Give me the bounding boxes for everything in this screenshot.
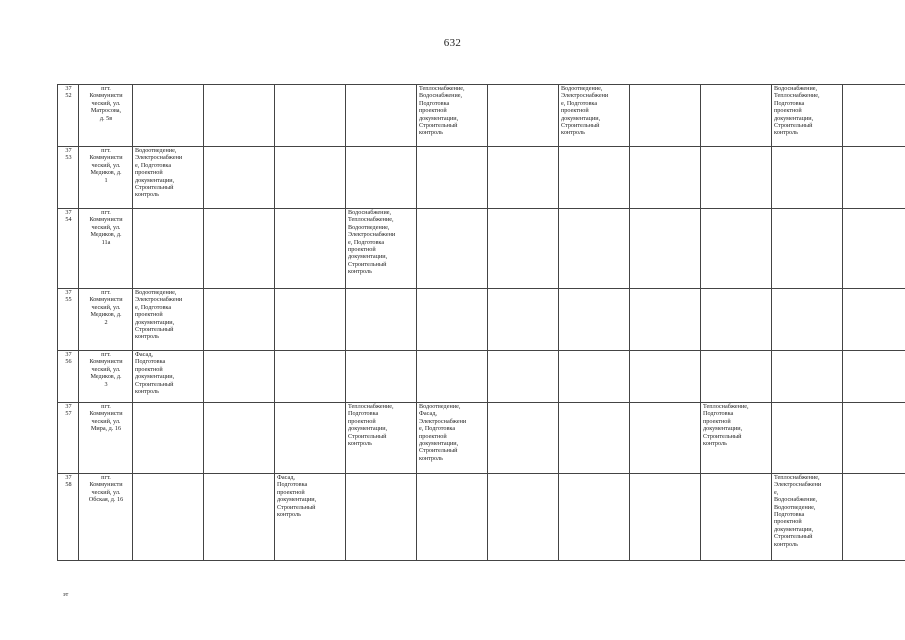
work-cell xyxy=(630,474,701,561)
work-cell xyxy=(559,403,630,474)
work-cell xyxy=(701,85,772,147)
work-cell xyxy=(488,403,559,474)
work-cell xyxy=(346,474,417,561)
row-number: 37 57 xyxy=(58,403,79,474)
work-cell: Водоотведение, Электроснабжени е, Подготовка проектной документации, Строительный контроль xyxy=(133,147,204,209)
work-cell xyxy=(772,351,843,403)
work-cell xyxy=(559,209,630,289)
work-cell xyxy=(346,351,417,403)
work-cell: Фасад, Подготовка проектной документации, Строительный контроль xyxy=(275,474,346,561)
work-cell xyxy=(204,85,275,147)
work-cell xyxy=(843,474,905,561)
work-cell xyxy=(843,289,905,351)
address-cell: пгт. Коммунисти ческий, ул. Обская, д. 16 xyxy=(79,474,133,561)
work-cell xyxy=(559,474,630,561)
work-cell xyxy=(630,289,701,351)
work-cell xyxy=(843,351,905,403)
work-cell: Теплоснабжение, Электроснабжени е, Водоснабжение, Водоотведение, Подготовка проектной документации, Строительный контроль xyxy=(772,474,843,561)
page-number: 632 xyxy=(443,37,462,49)
work-cell xyxy=(488,85,559,147)
work-cell xyxy=(417,209,488,289)
work-cell xyxy=(346,85,417,147)
work-cell xyxy=(275,85,346,147)
work-cell xyxy=(204,403,275,474)
work-cell xyxy=(630,85,701,147)
row-number: 37 53 xyxy=(58,147,79,209)
row-number: 37 52 xyxy=(58,85,79,147)
work-cell xyxy=(417,351,488,403)
table-row xyxy=(58,147,905,209)
work-cell: Теплоснабжение, Подготовка проектной документации, Строительный контроль xyxy=(346,403,417,474)
work-cell xyxy=(772,403,843,474)
work-cell xyxy=(417,147,488,209)
work-cell xyxy=(275,147,346,209)
work-cell xyxy=(843,85,905,147)
work-cell xyxy=(701,209,772,289)
work-cell: Водоснабжение, Теплоснабжение, Подготовка проектной документации, Строительный контроль xyxy=(772,85,843,147)
address-cell: пгт. Коммунисти ческий, ул. Медиков, д. 2 xyxy=(79,289,133,351)
work-cell xyxy=(275,289,346,351)
work-cell xyxy=(488,351,559,403)
row-number: 37 56 xyxy=(58,351,79,403)
work-cell xyxy=(275,351,346,403)
address-cell: пгт. Коммунисти ческий, ул. Медиков, д. 3 xyxy=(79,351,133,403)
work-cell xyxy=(630,209,701,289)
work-cell xyxy=(275,403,346,474)
address-cell: пгт. Коммунисти ческий, ул. Медиков, д. 11а xyxy=(79,209,133,289)
table-row xyxy=(58,85,905,147)
work-cell xyxy=(701,289,772,351)
table-row xyxy=(58,209,905,289)
work-cell xyxy=(488,209,559,289)
work-cell xyxy=(772,147,843,209)
work-cell: Теплоснабжение, Подготовка проектной документации, Строительный контроль xyxy=(701,403,772,474)
work-cell: Фасад, Подготовка проектной документации, Строительный контроль xyxy=(133,351,204,403)
work-cell xyxy=(204,289,275,351)
work-cell: Водоснабжение, Теплоснабжение, Водоотведение, Электроснабжени е, Подготовка проектной документации, Строительный контроль xyxy=(346,209,417,289)
work-cell xyxy=(346,147,417,209)
work-cell xyxy=(133,403,204,474)
work-cell xyxy=(559,147,630,209)
work-cell xyxy=(559,351,630,403)
table-row xyxy=(58,351,905,403)
work-cell xyxy=(843,147,905,209)
work-cell xyxy=(417,289,488,351)
table-row xyxy=(58,403,905,474)
work-cell: Водоотведение, Электроснабжени е, Подготовка проектной документации, Строительный контроль xyxy=(559,85,630,147)
work-cell xyxy=(701,147,772,209)
work-cell xyxy=(133,85,204,147)
work-cell xyxy=(275,209,346,289)
address-cell: пгт. Коммунисти ческий, ул. Матросова, д. 5в xyxy=(79,85,133,147)
work-cell xyxy=(488,147,559,209)
row-number: 37 58 xyxy=(58,474,79,561)
work-cell xyxy=(843,209,905,289)
work-cell xyxy=(772,289,843,351)
work-cell xyxy=(488,289,559,351)
work-cell xyxy=(133,209,204,289)
work-cell xyxy=(701,474,772,561)
work-cell: Водоотведение, Фасад, Электроснабжени е, Подготовка проектной документации, Строительный контроль xyxy=(417,403,488,474)
work-cell xyxy=(630,403,701,474)
work-cell xyxy=(204,351,275,403)
row-number: 37 54 xyxy=(58,209,79,289)
row-number: 37 55 xyxy=(58,289,79,351)
work-cell xyxy=(630,351,701,403)
table-row xyxy=(58,474,905,561)
footer-mark: эт xyxy=(63,592,69,598)
work-cell xyxy=(346,289,417,351)
address-cell: пгт. Коммунисти ческий, ул. Мира, д. 16 xyxy=(79,403,133,474)
work-cell xyxy=(701,351,772,403)
work-cell xyxy=(133,474,204,561)
table-row xyxy=(58,289,905,351)
address-cell: пгт. Коммунисти ческий, ул. Медиков, д. 1 xyxy=(79,147,133,209)
work-cell xyxy=(772,209,843,289)
work-cell xyxy=(204,474,275,561)
works-table xyxy=(57,84,905,561)
work-cell xyxy=(204,209,275,289)
work-cell: Теплоснабжение, Водоснабжение, Подготовка проектной документации, Строительный контроль xyxy=(417,85,488,147)
work-cell xyxy=(488,474,559,561)
work-cell xyxy=(559,289,630,351)
work-cell xyxy=(843,403,905,474)
work-cell xyxy=(204,147,275,209)
work-cell xyxy=(630,147,701,209)
work-cell xyxy=(417,474,488,561)
work-cell: Водоотведение, Электроснабжени е, Подготовка проектной документации, Строительный контроль xyxy=(133,289,204,351)
